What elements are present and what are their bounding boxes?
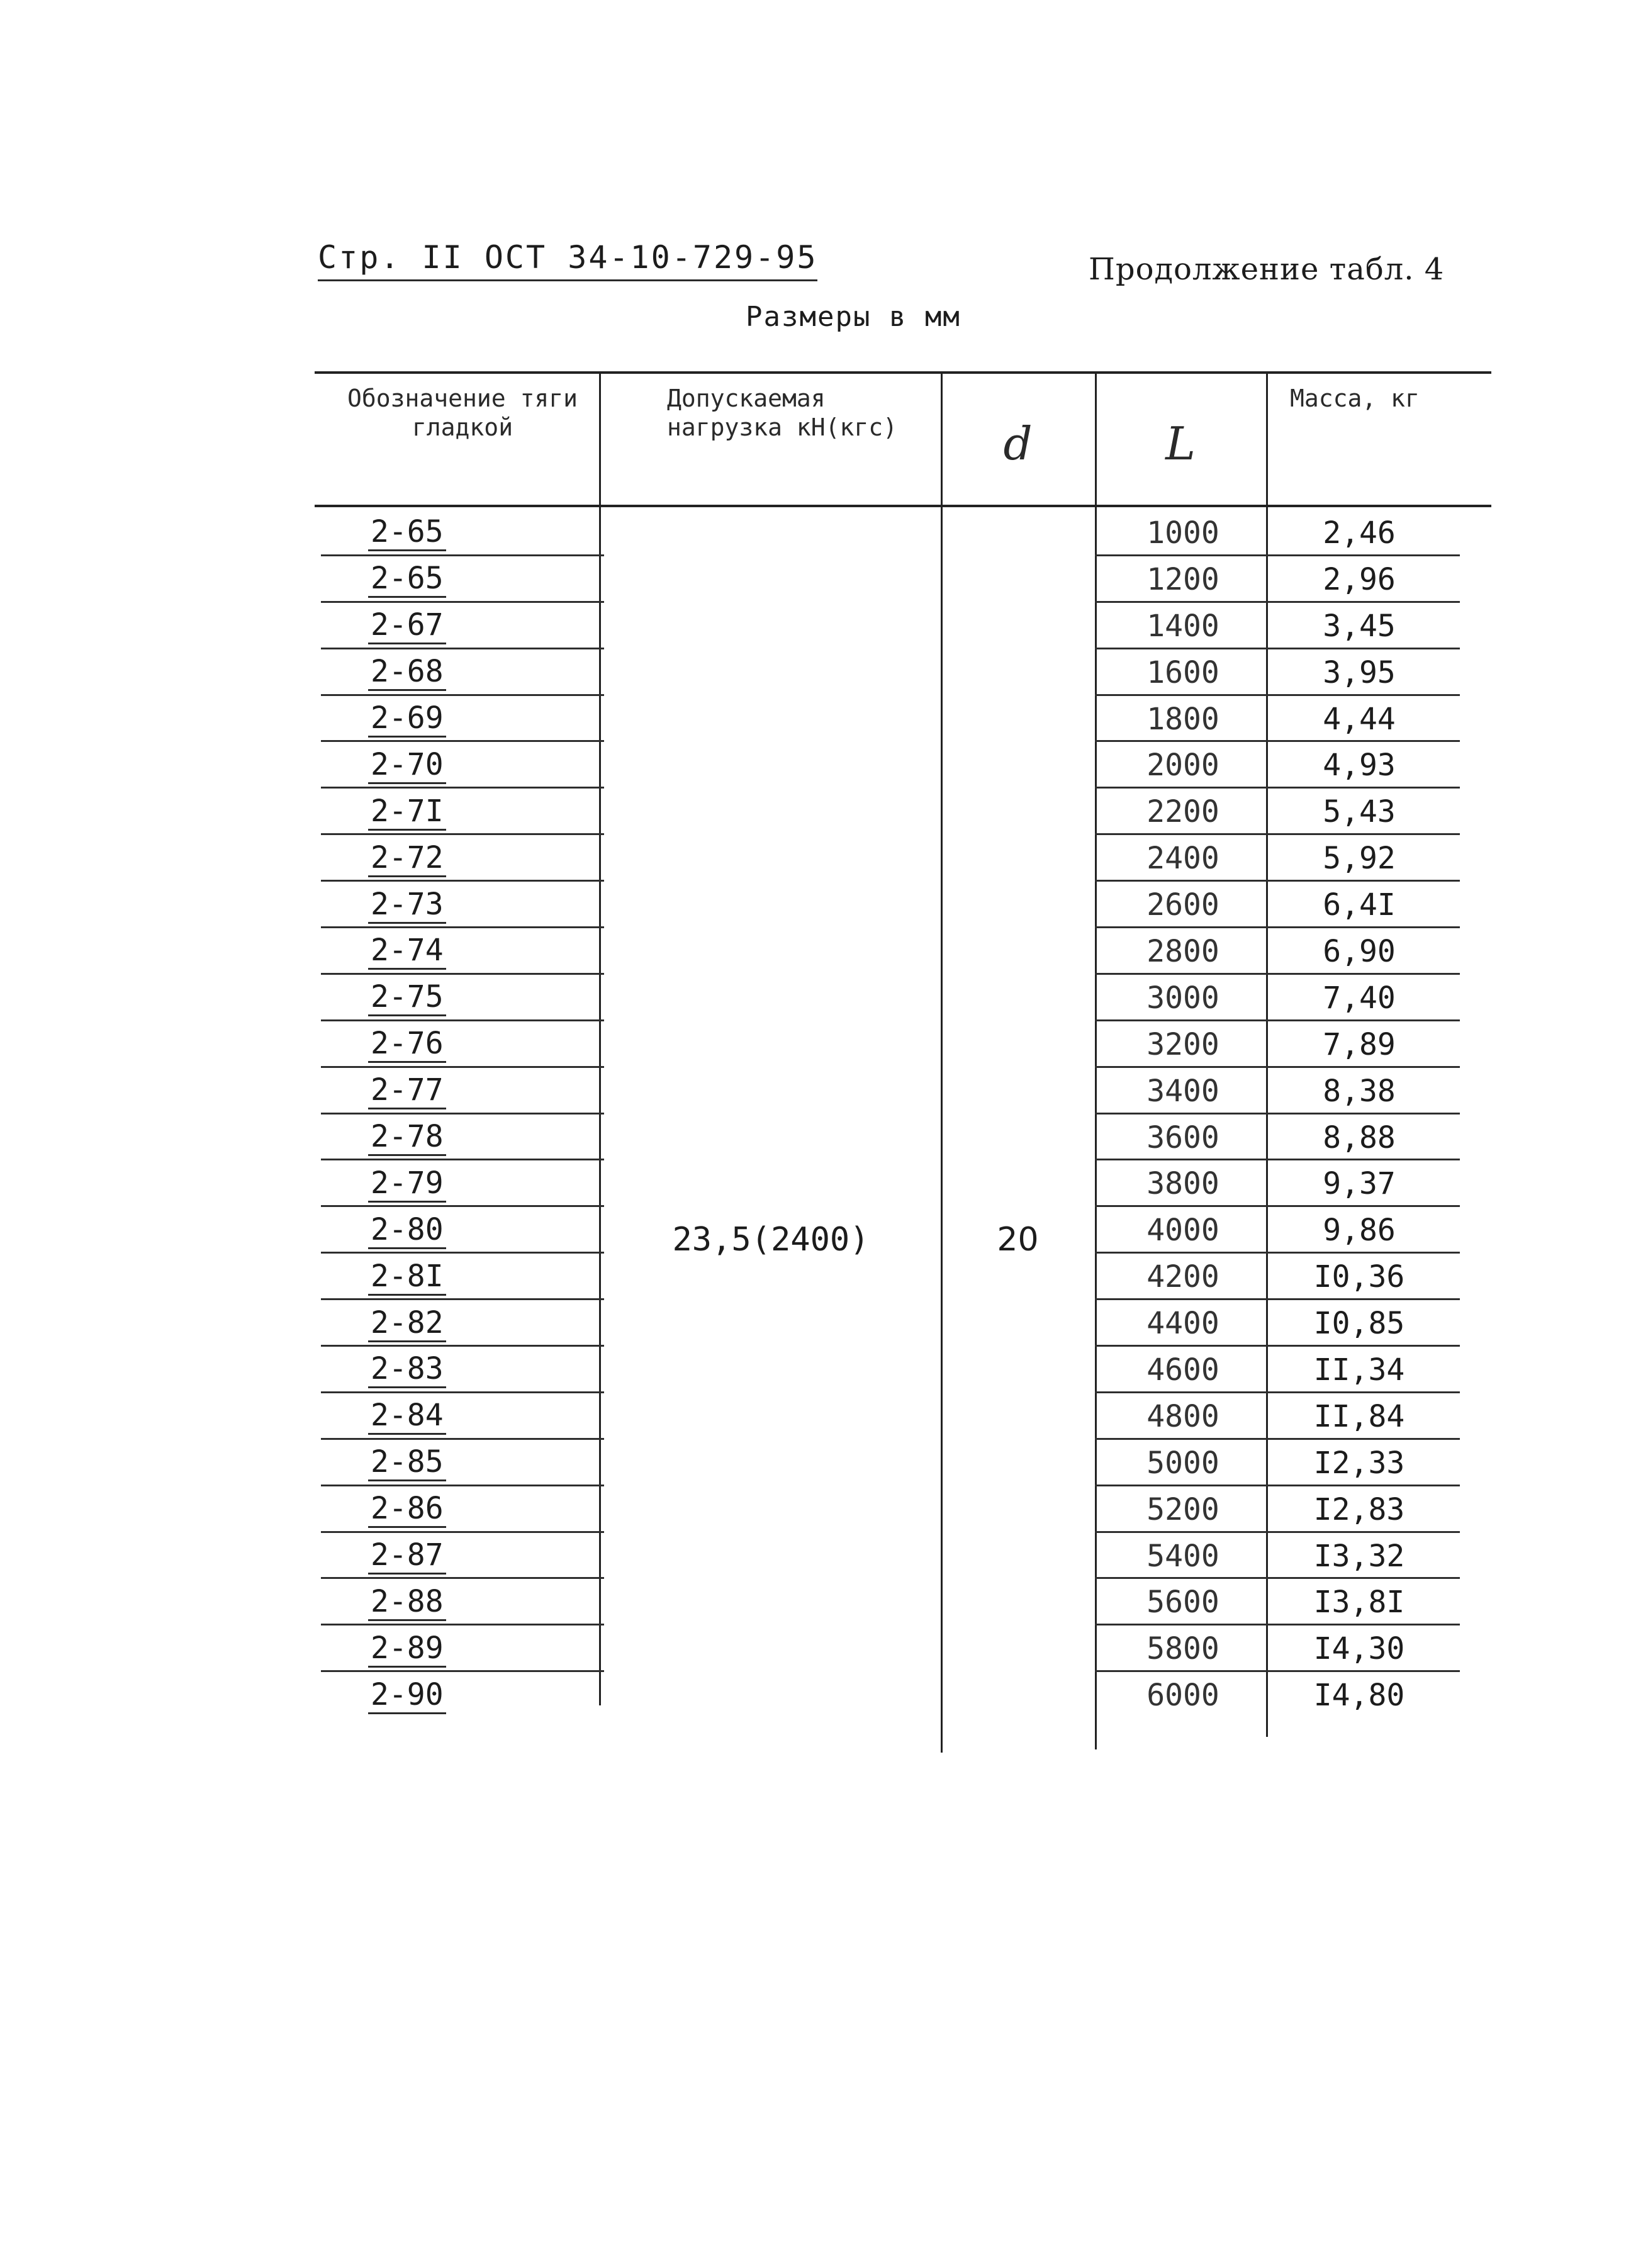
table-row <box>315 1579 1491 1625</box>
table-row <box>315 1625 1491 1672</box>
cell-mass: 2,46 <box>1323 515 1396 551</box>
header-mass: Масса, кг <box>1290 385 1420 412</box>
cell-mass: I4,30 <box>1313 1631 1405 1667</box>
cell-mass: 6,4I <box>1323 887 1396 923</box>
units-note: Размеры в мм <box>746 301 961 333</box>
table-row <box>315 556 1491 603</box>
code-text: 2-88 <box>368 1584 446 1621</box>
cell-mass: 5,92 <box>1323 841 1396 877</box>
table-row <box>315 1393 1491 1440</box>
cell-code <box>315 510 598 556</box>
cell-length: 5600 <box>1146 1585 1219 1620</box>
table-row <box>315 928 1491 975</box>
cell-length: 5400 <box>1146 1538 1219 1574</box>
code-text: 2-87 <box>368 1537 446 1575</box>
page-reference: Стр. II ОСТ 34-10-729-95 <box>318 239 817 281</box>
cell-code <box>315 1254 598 1300</box>
table-row <box>315 835 1491 882</box>
cell-mass: I2,83 <box>1313 1491 1405 1527</box>
cell-length: 1800 <box>1146 701 1219 737</box>
cell-mass: 9,86 <box>1323 1213 1396 1249</box>
table-row <box>315 1300 1491 1347</box>
cell-code <box>315 1393 598 1440</box>
cell-code <box>315 1579 598 1625</box>
table-body <box>315 510 1491 1719</box>
cell-length: 3800 <box>1146 1166 1219 1202</box>
table-row <box>315 742 1491 789</box>
cell-length: 6000 <box>1146 1678 1219 1714</box>
cell-length: 4400 <box>1146 1306 1219 1342</box>
code-text: 2-69 <box>368 700 446 738</box>
cell-code <box>315 649 598 696</box>
cell-code <box>315 1300 598 1347</box>
code-text: 2-80 <box>368 1212 446 1249</box>
table-row <box>315 1672 1491 1719</box>
cell-code <box>315 1347 598 1393</box>
cell-code <box>315 603 598 649</box>
cell-code <box>315 789 598 835</box>
diameter-value: 20 <box>997 1221 1039 1259</box>
cell-mass: 9,37 <box>1323 1166 1396 1202</box>
code-text: 2-73 <box>368 887 446 924</box>
cell-length: 4600 <box>1146 1352 1219 1388</box>
cell-length: 2200 <box>1146 794 1219 830</box>
cell-code <box>315 1533 598 1580</box>
cell-mass: 7,40 <box>1323 980 1396 1016</box>
table-row <box>315 603 1491 649</box>
cell-length: 5200 <box>1146 1491 1219 1527</box>
code-text: 2-89 <box>368 1631 446 1668</box>
header-bottom-rule <box>315 505 1491 507</box>
cell-mass: I2,33 <box>1313 1445 1405 1481</box>
cell-code <box>315 882 598 928</box>
header-code: Обозначение тяги гладкой <box>347 385 578 441</box>
cell-mass: 7,89 <box>1323 1026 1396 1062</box>
cell-mass: I0,85 <box>1313 1306 1405 1342</box>
cell-mass: 2,96 <box>1323 561 1396 597</box>
spec-table <box>315 371 1491 1753</box>
code-text: 2-65 <box>368 514 446 551</box>
code-text: 2-74 <box>368 933 446 970</box>
cell-code <box>315 1207 598 1254</box>
cell-length: 4800 <box>1146 1398 1219 1434</box>
cell-length: 2000 <box>1146 748 1219 783</box>
code-text: 2-86 <box>368 1491 446 1528</box>
cell-length: 2800 <box>1146 933 1219 969</box>
cell-mass: 8,38 <box>1323 1073 1396 1109</box>
cell-code <box>315 928 598 975</box>
cell-length: 5800 <box>1146 1631 1219 1667</box>
table-row <box>315 1440 1491 1486</box>
cell-mass: I3,32 <box>1313 1538 1405 1574</box>
table-row <box>315 1068 1491 1114</box>
code-text: 2-70 <box>368 747 446 784</box>
cell-length: 3000 <box>1146 980 1219 1016</box>
code-text: 2-78 <box>368 1119 446 1156</box>
code-text: 2-90 <box>368 1677 446 1714</box>
cell-length: 2600 <box>1146 887 1219 923</box>
cell-mass: II,34 <box>1313 1352 1405 1388</box>
table-row <box>315 789 1491 835</box>
code-text: 2-7I <box>368 794 446 831</box>
table-row <box>315 1347 1491 1393</box>
header-d: d <box>1003 417 1033 470</box>
table-row <box>315 1114 1491 1161</box>
table-row <box>315 1533 1491 1580</box>
cell-length: 4200 <box>1146 1259 1219 1295</box>
cell-length: 1200 <box>1146 561 1219 597</box>
cell-length: 1000 <box>1146 515 1219 551</box>
table-row <box>315 649 1491 696</box>
cell-code <box>315 1440 598 1486</box>
cell-mass: 4,44 <box>1323 701 1396 737</box>
cell-code <box>315 1114 598 1161</box>
cell-code <box>315 1672 598 1719</box>
table-row <box>315 696 1491 743</box>
cell-length: 3600 <box>1146 1120 1219 1155</box>
header-l: L <box>1165 417 1196 470</box>
cell-mass: 8,88 <box>1323 1120 1396 1155</box>
table-row <box>315 882 1491 928</box>
cell-length: 5000 <box>1146 1445 1219 1481</box>
cell-mass: I3,8I <box>1313 1585 1405 1620</box>
cell-code <box>315 1625 598 1672</box>
code-text: 2-83 <box>368 1351 446 1388</box>
code-text: 2-79 <box>368 1165 446 1203</box>
cell-length: 1400 <box>1146 608 1219 644</box>
table-row <box>315 1486 1491 1533</box>
cell-length: 4000 <box>1146 1213 1219 1249</box>
code-text: 2-82 <box>368 1305 446 1342</box>
code-text: 2-84 <box>368 1398 446 1435</box>
cell-mass: 6,90 <box>1323 933 1396 969</box>
cell-mass: I0,36 <box>1313 1259 1405 1295</box>
cell-mass: 3,95 <box>1323 654 1396 690</box>
table-top-rule <box>315 371 1491 374</box>
table-continuation-title: Продолжение табл. 4 <box>1089 252 1445 287</box>
cell-code <box>315 1021 598 1068</box>
cell-code <box>315 1160 598 1207</box>
code-text: 2-72 <box>368 840 446 877</box>
cell-code <box>315 556 598 603</box>
table-row <box>315 1254 1491 1300</box>
table-row <box>315 975 1491 1021</box>
code-text: 2-76 <box>368 1026 446 1063</box>
cell-mass: 4,93 <box>1323 748 1396 783</box>
code-text: 2-68 <box>368 654 446 691</box>
code-text: 2-65 <box>368 561 446 598</box>
cell-length: 2400 <box>1146 841 1219 877</box>
cell-code <box>315 1486 598 1533</box>
cell-code <box>315 1068 598 1114</box>
load-value: 23,5(2400) <box>672 1221 870 1259</box>
cell-code <box>315 975 598 1021</box>
cell-length: 3400 <box>1146 1073 1219 1109</box>
cell-code <box>315 835 598 882</box>
cell-code <box>315 696 598 743</box>
cell-code <box>315 742 598 789</box>
cell-mass: 5,43 <box>1323 794 1396 830</box>
cell-mass: II,84 <box>1313 1398 1405 1434</box>
cell-length: 1600 <box>1146 654 1219 690</box>
header-load: Допускаемая нагрузка кН(кгс) <box>667 385 898 441</box>
code-text: 2-85 <box>368 1444 446 1481</box>
cell-length: 3200 <box>1146 1026 1219 1062</box>
code-text: 2-75 <box>368 979 446 1016</box>
table-row <box>315 510 1491 556</box>
code-text: 2-8I <box>368 1259 446 1296</box>
cell-mass: 3,45 <box>1323 608 1396 644</box>
table-row <box>315 1021 1491 1068</box>
table-row <box>315 1160 1491 1207</box>
code-text: 2-77 <box>368 1072 446 1109</box>
code-text: 2-67 <box>368 607 446 644</box>
cell-mass: I4,80 <box>1313 1678 1405 1714</box>
